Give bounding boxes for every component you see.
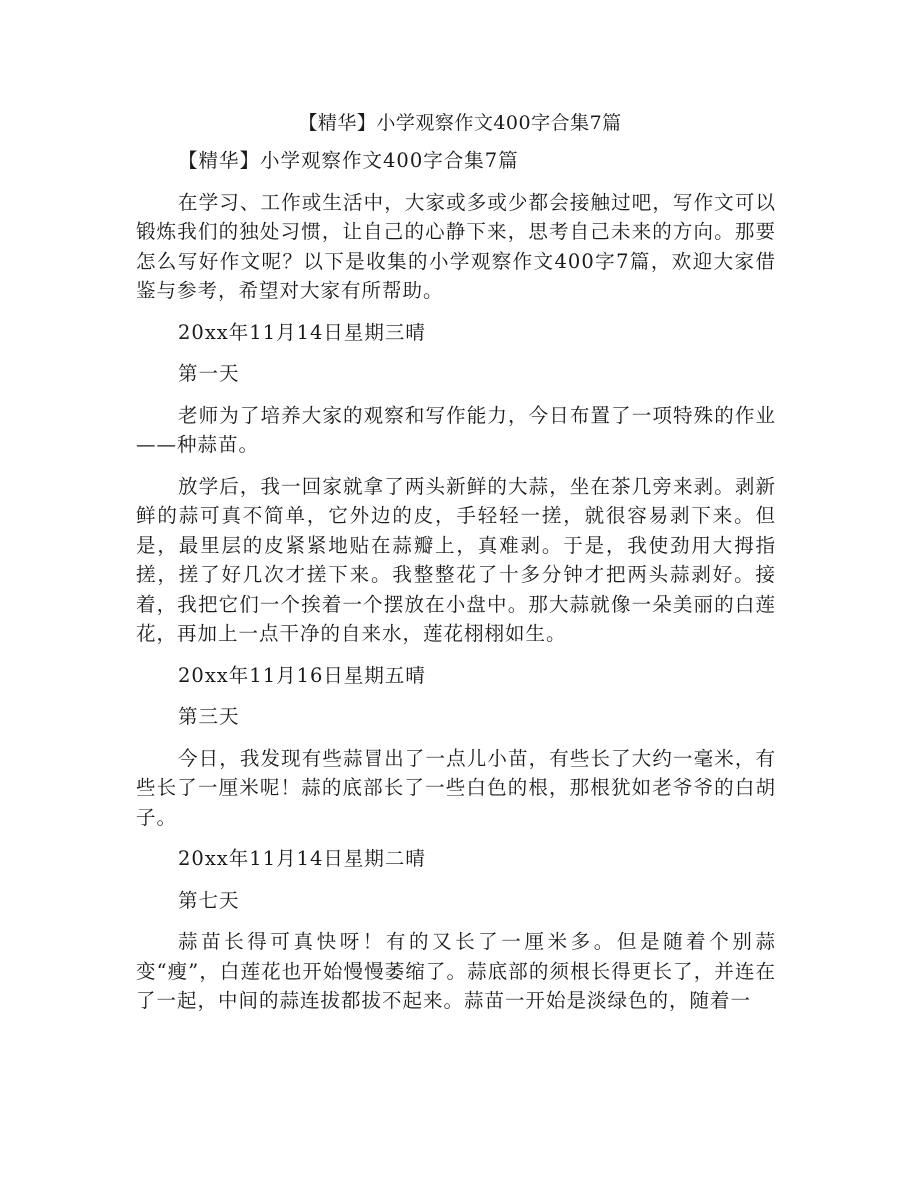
intro-paragraph: 在学习、工作或生活中，大家或多或少都会接触过吧，写作文可以锻炼我们的独处习惯，让自己的心静下来，思考自己未来的方向。那要怎么写好作文呢？以下是收集的小学观察作文400字7篇，欢迎大家借鉴与参考，希望对大家有所帮助。 bbox=[136, 190, 776, 302]
day-heading: 第一天 bbox=[178, 362, 240, 385]
date-line: 20xx年11月14日星期二晴 bbox=[178, 847, 426, 870]
date-line: 20xx年11月14日星期三晴 bbox=[178, 320, 426, 344]
date-line: 20xx年11月16日星期五晴 bbox=[178, 663, 426, 687]
document-title: 【精华】小学观察作文400字合集7篇 bbox=[298, 112, 622, 134]
document-body bbox=[136, 146, 776, 1028]
body-paragraph: 今日，我发现有些蒜冒出了一点儿小苗，有些长了大约一毫米，有些长了一厘米呢！蒜的底部长了一些白色的根，那根犹如老爷爷的白胡子。 bbox=[136, 746, 776, 829]
body-paragraph: 蒜苗长得可真快呀！有的又长了一厘米多。但是随着个别蒜变“瘦”，白莲花也开始慢慢萎缩了。蒜底部的须根长得更长了，并连在了一起，中间的蒜连拔都拔不起来。蒜苗一开始是淡绿色的，随着一 bbox=[136, 930, 776, 1012]
body-paragraph: 放学后，我一回家就拿了两头新鲜的大蒜，坐在茶几旁来剥。剥新鲜的蒜可真不简单，它外边的皮，手轻轻一搓，就很容易剥下来。但是，最里层的皮紧紧地贴在蒜瓣上，真难剥。于是，我使劲用大拇指搓，搓了好几次才搓下来。我整整花了十多分钟才把两头蒜剥好。接着，我把它们一个挨着一个摆放在小盘中。那大蒜就像一朵美丽的白莲花，再加上一点干净的自来水，莲花栩栩如生。 bbox=[136, 474, 776, 645]
day-heading: 第三天 bbox=[178, 705, 240, 728]
body-paragraph: 老师为了培养大家的观察和写作能力，今日布置了一项特殊的作业——种蒜苗。 bbox=[136, 403, 776, 456]
subtitle-paragraph: 【精华】小学观察作文400字合集7篇 bbox=[178, 149, 519, 172]
day-heading: 第七天 bbox=[178, 888, 240, 912]
